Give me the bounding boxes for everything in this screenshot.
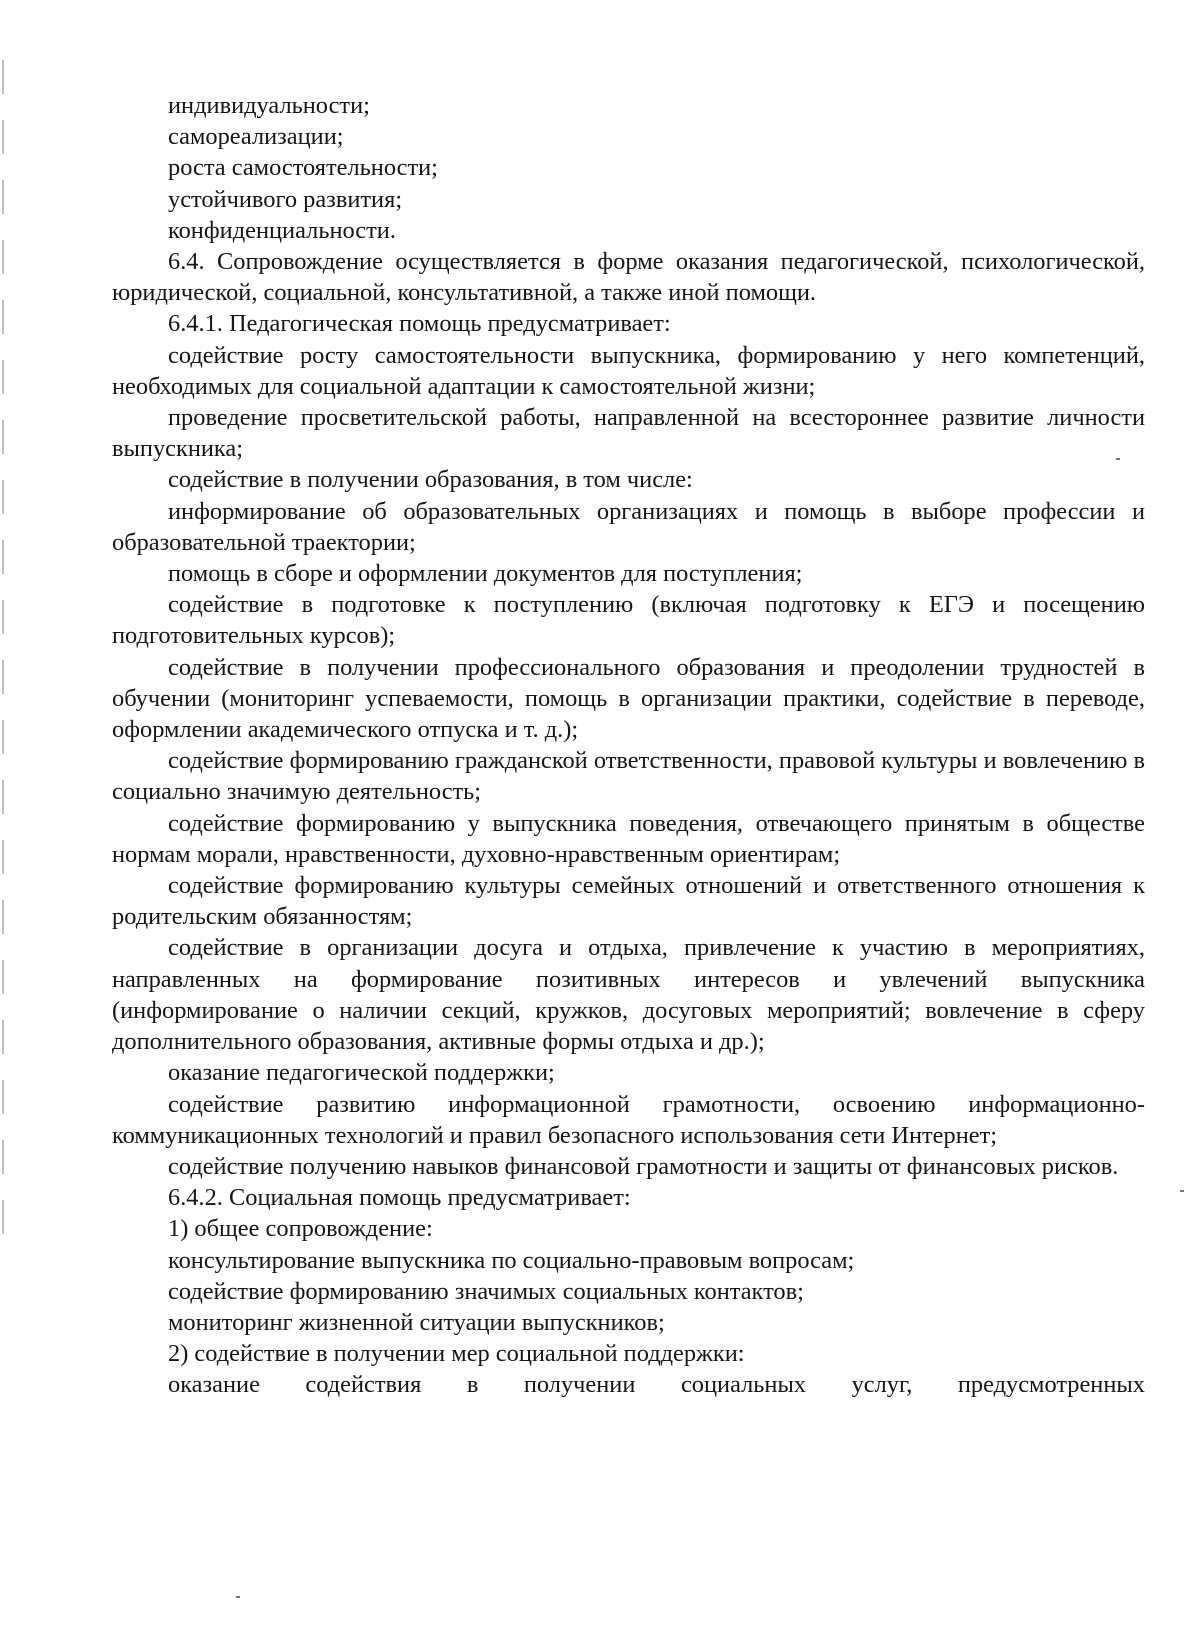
list-item: конфиденциальности. bbox=[168, 216, 396, 244]
paragraph: оказание содействия в получении социальных услуг, предусмотренных bbox=[168, 1371, 1145, 1399]
section-heading-6-4-1: 6.4.1. Педагогическая помощь предусматривает: bbox=[168, 310, 671, 338]
paragraph: содействие формированию гражданской ответственности, правовой культуры и вовлечению в социально значимую деятельность; bbox=[112, 747, 1145, 806]
list-item: индивидуальности; bbox=[168, 92, 370, 119]
paragraph: содействие в получении образования, в том числе: bbox=[168, 466, 693, 494]
paragraph: содействие в организации досуга и отдыха, привлечение к участию в мероприятиях, направленных на формирование позитивных интересов и увлечений выпускника (информирование о наличии секций, кружков, досуговых мероприятий; вовлечение в сферу дополнительного образования, активные формы отдыха и др.); bbox=[112, 934, 1145, 1056]
paragraph: содействие в получении профессионального образования и преодолении трудностей в обучении (мониторинг успеваемости, помощь в организации практики, содействие в переводе, оформлении академического отпуска и т. д.); bbox=[112, 653, 1145, 744]
section-heading-6-4-2: 6.4.2. Социальная помощь предусматривает: bbox=[168, 1184, 631, 1212]
paragraph: 2) содействие в получении мер социальной поддержки: bbox=[168, 1340, 745, 1368]
paragraph: информирование об образовательных организациях и помощь в выборе профессии и образовательной траектории; bbox=[112, 497, 1145, 556]
list-item: роста самостоятельности; bbox=[168, 154, 438, 182]
paragraph-6-4: 6.4. Сопровождение осуществляется в форме оказания педагогической, психологической, юридической, социальной, консультативной, а также иной помощи. bbox=[112, 248, 1145, 307]
paragraph: мониторинг жизненной ситуации выпускников; bbox=[168, 1308, 665, 1336]
list-item: устойчивого развития; bbox=[168, 185, 403, 213]
scan-speck bbox=[1180, 1190, 1184, 1192]
paragraph: содействие в подготовке к поступлению (включая подготовку к ЕГЭ и посещению подготовительных курсов); bbox=[112, 591, 1145, 650]
paragraph: помощь в сборе и оформлении документов для поступления; bbox=[168, 560, 803, 588]
paragraph: содействие формированию культуры семейных отношений и ответственного отношения к родительским обязанностям; bbox=[112, 872, 1145, 931]
list-item: самореализации; bbox=[168, 123, 344, 151]
paragraph: консультирование выпускника по социально-правовым вопросам; bbox=[168, 1246, 855, 1274]
paragraph: содействие получению навыков финансовой грамотности и защиты от финансовых рисков. bbox=[168, 1152, 1119, 1180]
paragraph: содействие формированию значимых социальных контактов; bbox=[168, 1277, 804, 1305]
paragraph: оказание педагогической поддержки; bbox=[168, 1059, 555, 1087]
paragraph: содействие развитию информационной грамотности, освоению информационно-коммуникационных технологий и правил безопасного использования сети Интернет; bbox=[112, 1090, 1145, 1149]
scan-speck bbox=[236, 1596, 240, 1598]
paragraph: 1) общее сопровождение: bbox=[168, 1215, 433, 1243]
paragraph: содействие росту самостоятельности выпускника, формированию у него компетенций, необходимых для социальной адаптации к самостоятельной жизни; bbox=[112, 341, 1145, 400]
scan-edge-marks bbox=[2, 60, 4, 1240]
paragraph: содействие формированию у выпускника поведения, отвечающего принятым в обществе нормам морали, нравственности, духовно-нравственным ориентирам; bbox=[112, 809, 1145, 868]
paragraph: проведение просветительской работы, направленной на всестороннее развитие личности выпускника; bbox=[112, 404, 1145, 463]
document-body bbox=[112, 90, 1145, 1401]
